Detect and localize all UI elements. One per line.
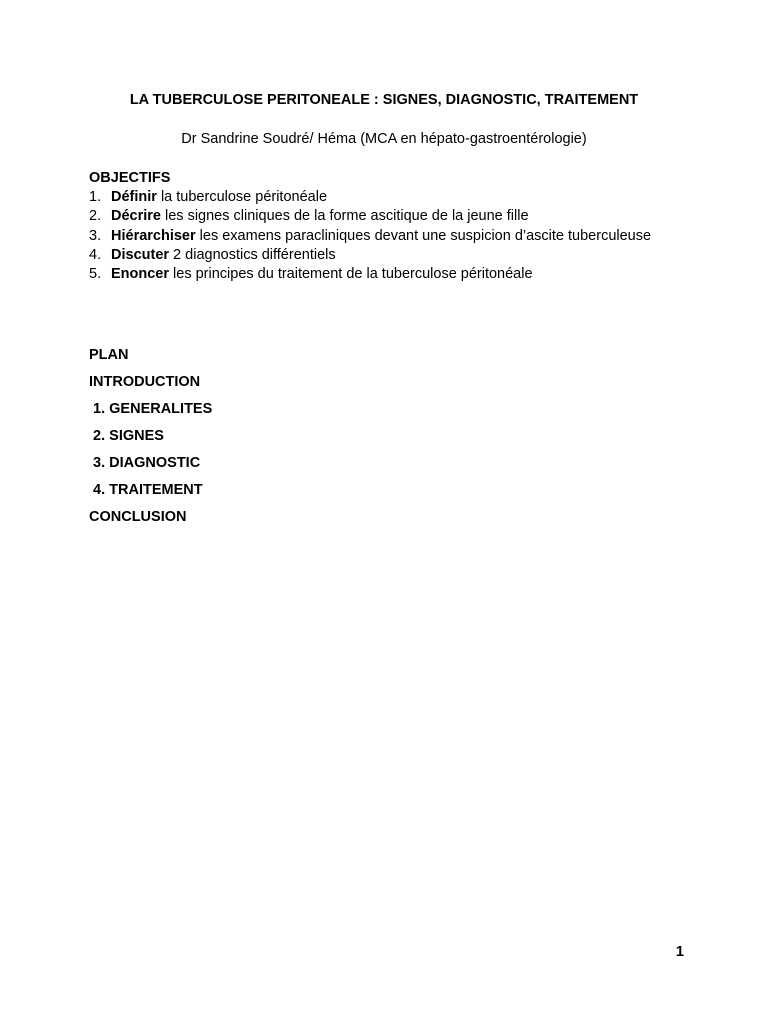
plan-item: 2. SIGNES [89, 428, 164, 444]
objective-verb: Enoncer [111, 266, 170, 283]
objective-item [89, 207, 729, 226]
objectives-section [89, 169, 729, 284]
objective-verb: Décrire [111, 208, 161, 225]
objective-verb: Hiérarchiser [111, 227, 196, 244]
objective-text: les examens paracliniques devant une suspicion d’ascite tuberculeuse [195, 227, 652, 244]
objectives-list [89, 188, 729, 284]
page-number: 1 [675, 944, 684, 960]
plan-item: 1. GENERALITES [89, 401, 213, 417]
objective-item [89, 188, 729, 207]
objective-number: 1. [89, 189, 102, 205]
plan-item: CONCLUSION [89, 509, 187, 525]
objective-text: la tuberculose péritonéale [156, 189, 328, 205]
plan-section [89, 342, 489, 531]
objective-number: 3. [89, 227, 102, 244]
objective-verb: Définir [111, 189, 157, 205]
plan-heading: PLAN [89, 347, 129, 363]
plan-item: INTRODUCTION [89, 374, 201, 390]
plan-item: 3. DIAGNOSTIC [89, 455, 201, 471]
objective-number: 2. [89, 208, 102, 225]
objective-item [89, 227, 729, 246]
plan-item: 4. TRAITEMENT [89, 482, 203, 498]
objective-text: les signes cliniques de la forme ascitique de la jeune fille [160, 208, 529, 225]
objectives-heading: OBJECTIFS [89, 170, 171, 186]
objective-number: 4. [89, 246, 102, 263]
objective-item [89, 246, 729, 265]
objective-item [89, 265, 729, 284]
objective-number: 5. [89, 266, 102, 283]
objective-text: 2 diagnostics différentiels [169, 246, 336, 263]
document-title: LA TUBERCULOSE PERITONEALE : SIGNES, DIAGNOSTIC, TRAITEMENT [129, 92, 639, 108]
objective-verb: Discuter [111, 246, 170, 263]
document-author: Dr Sandrine Soudré/ Héma (MCA en hépato-gastroentérologie) [181, 131, 587, 147]
objective-text: les principes du traitement de la tuberculose péritonéale [169, 266, 533, 283]
